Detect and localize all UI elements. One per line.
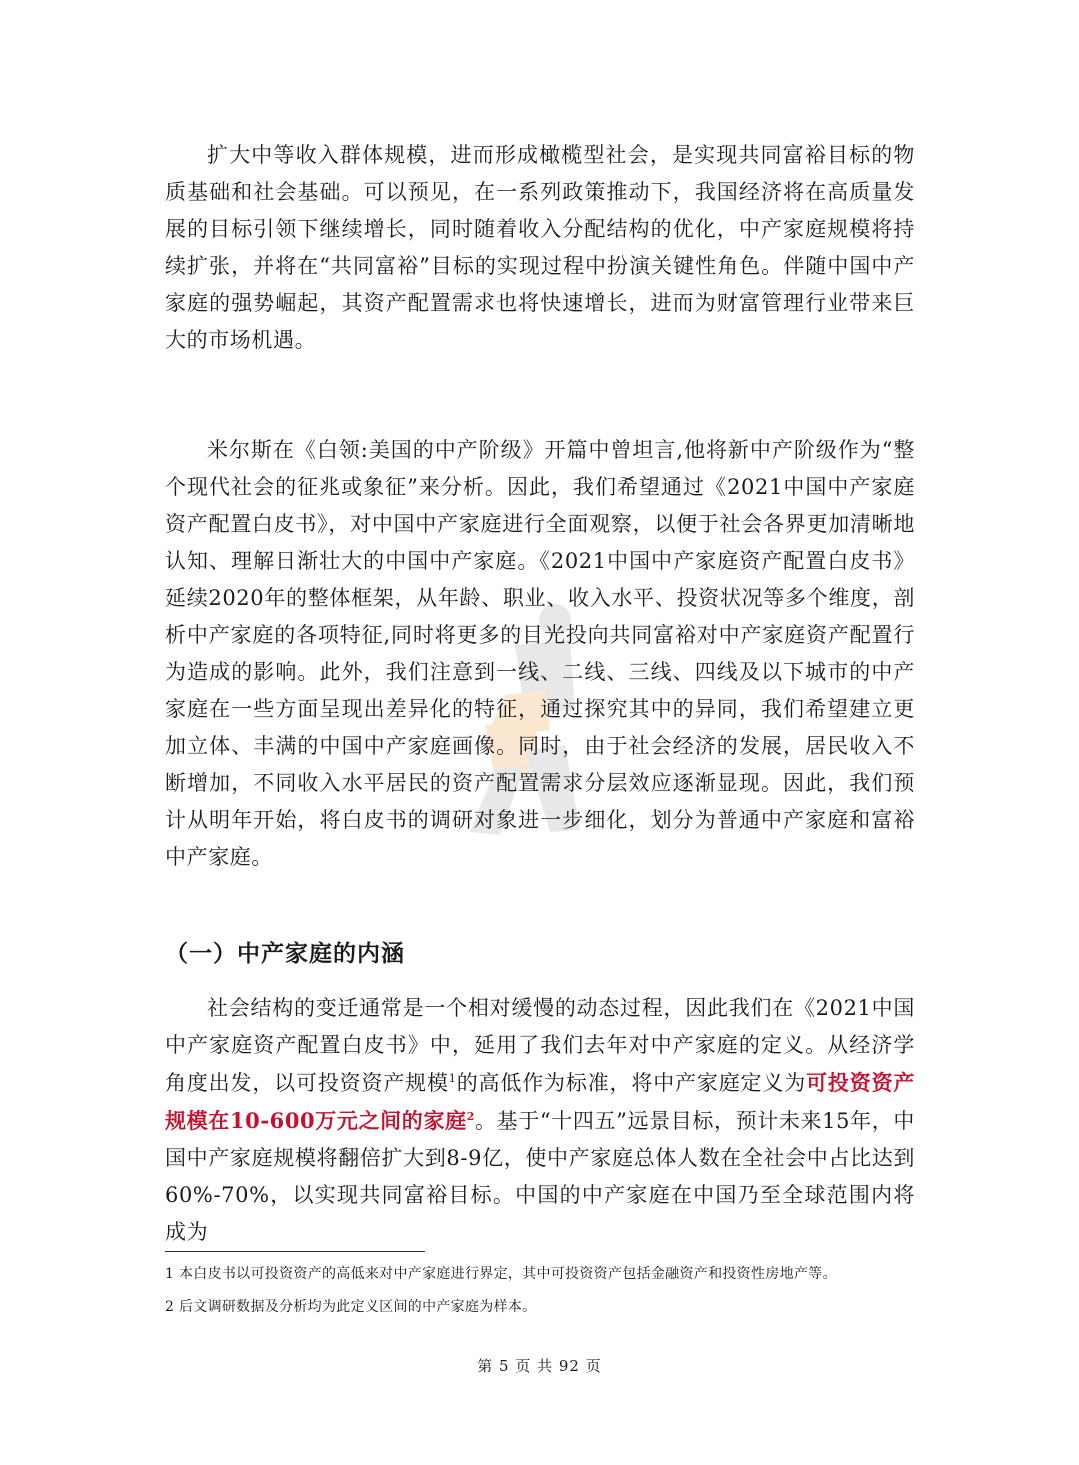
footnote-divider: [165, 1251, 425, 1252]
footnote-1: [165, 1264, 925, 1284]
footnote-text: 后文调研数据及分析均为此定义区间的中产家庭为样本。: [178, 1299, 537, 1315]
intro-paragraph: 扩大中等收入群体规模，进而形成橄榄型社会，是实现共同富裕目标的物质基础和社会基础。可以预见，在一系列政策推动下，我国经济将在高质量发展的目标引领下继续增长，同时随着收入分配结构的优化，中产家庭规模将持续扩张，并将在“共同富裕”目标的实现过程中扮演关键性角色。伴随中国中产家庭的强势崛起，其资产配置需求也将快速增长，进而为财富管理行业带来巨大的市场机遇。: [165, 143, 915, 352]
definition-text-c: 。基于“十四五”远景目标，预计未来15年，中国中产家庭规模将翻倍扩大到8-9亿，使中产家庭总体人数在全社会中占比达到60%-70%，以实现共同富裕目标。中国的中产家庭在中国乃至全球范围内将成为: [165, 1109, 915, 1244]
section-heading: （一）中产家庭的内涵: [165, 941, 405, 967]
footnote-text: 本白皮书以可投资资产的高低来对中产家庭进行界定，其中可投资资产包括金融资产和投资性房地产等。: [178, 1266, 837, 1282]
definition-highlight: 可投资资产规模在10-600万元之间的家庭: [165, 1070, 915, 1133]
footnote-number: 1: [165, 1266, 175, 1282]
footnote-ref-1[interactable]: 1: [448, 1072, 457, 1085]
page-number-footer: 第 5 页 共 92 页: [477, 1357, 602, 1375]
footnote-ref-2[interactable]: 2: [466, 1110, 475, 1123]
footnote-number: 2: [165, 1299, 175, 1315]
definition-text-b: 的高低作为标准，将中产家庭定义为: [456, 1071, 807, 1095]
definition-text-a: 社会结构的变迁通常是一个相对缓慢的动态过程，因此我们在《2021中国中产家庭资产配置白皮书》中，延用了我们去年对中产家庭的定义。从经济学角度出发，以可投资资产规模: [165, 996, 915, 1095]
footnote-2: [165, 1297, 925, 1317]
mills-paragraph: 米尔斯在《白领:美国的中产阶级》开篇中曾坦言,他将新中产阶级作为“整个现代社会的征兆或象征”来分析。因此，我们希望通过《2021中国中产家庭资产配置白皮书》，对中国中产家庭进行全面观察，以便于社会各界更加清晰地认知、理解日渐壮大的中国中产家庭。《2021中国中产家庭资产配置白皮书》延续2020年的整体框架，从年龄、职业、收入水平、投资状况等多个维度，剖析中产家庭的各项特征,同时将更多的目光投向共同富裕对中产家庭资产配置行为造成的影响。此外，我们注意到一线、二线、三线、四线及以下城市的中产家庭在一些方面呈现出差异化的特征，通过探究其中的异同，我们希望建立更加立体、丰满的中国中产家庭画像。同时，由于社会经济的发展，居民收入不断增加，不同收入水平居民的资产配置需求分层效应逐渐显现。因此，我们预计从明年开始，将白皮书的调研对象进一步细化，划分为普通中产家庭和富裕中产家庭。: [165, 438, 915, 869]
definition-paragraph: [165, 990, 915, 1251]
